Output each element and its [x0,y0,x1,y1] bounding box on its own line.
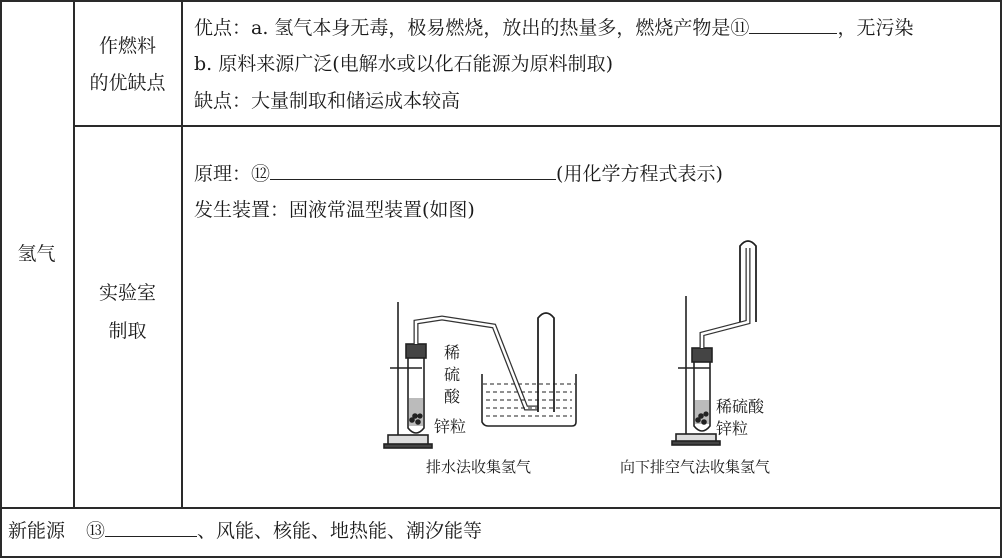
table-border-top [0,0,1002,2]
principle-label: 原理： [194,163,252,185]
column-divider-2 [181,0,183,508]
new-energy-content [86,520,482,542]
new-energy-list: 、风能、核能、地热能、潮汐能等 [197,520,483,542]
fig2-caption: 向下排空气法收集氢气 [620,458,771,476]
answer-blank-11[interactable] [749,33,837,34]
row-divider-2 [0,507,1002,509]
fuel-advantage-a [194,17,913,39]
fig1-caption: 排水法收集氢气 [426,458,532,476]
fuel-advantage-b: b. 原料来源广泛(电解水或以化石能源为原料制取) [194,53,614,75]
fig1-acid-label-1: 稀 [444,343,461,362]
blank-number-11: ⑪ [730,17,750,39]
principle-note: (用化学方程式表示) [556,163,723,185]
new-energy-label: 新能源 [7,520,65,542]
lab-device: 发生装置：固液常温型装置(如图) [194,199,475,221]
answer-blank-12[interactable] [270,179,556,180]
blank-number-13: ⑬ [86,520,106,542]
hydrogen-label: 氢气 [17,243,56,265]
advantage-a-text: 优点：a. 氢气本身无毒，极易燃烧，放出的热量多，燃烧产物是 [194,17,731,39]
fig1-zinc-label: 锌粒 [434,417,467,436]
lab-principle [194,163,723,185]
fig1-acid-label-2: 硫 [444,365,461,384]
fuel-header-line2: 的优缺点 [89,72,166,94]
fig2-zinc-label: 锌粒 [716,419,749,438]
fig1-acid-label-3: 酸 [444,387,461,406]
table-border-left [0,0,2,558]
lab-header-line1: 实验室 [98,282,156,304]
row-divider-1 [73,125,1002,127]
blank-number-12: ⑫ [251,163,271,185]
fig2-acid-label: 稀硫酸 [716,397,765,416]
fuel-disadvantage: 缺点：大量制取和储运成本较高 [194,90,461,112]
fuel-header-line1: 作燃料 [98,35,156,57]
advantage-a-suffix: ，无污染 [837,17,914,39]
answer-blank-13[interactable] [105,536,197,537]
water-displacement-apparatus [380,300,580,460]
lab-header-line2: 制取 [108,320,147,342]
